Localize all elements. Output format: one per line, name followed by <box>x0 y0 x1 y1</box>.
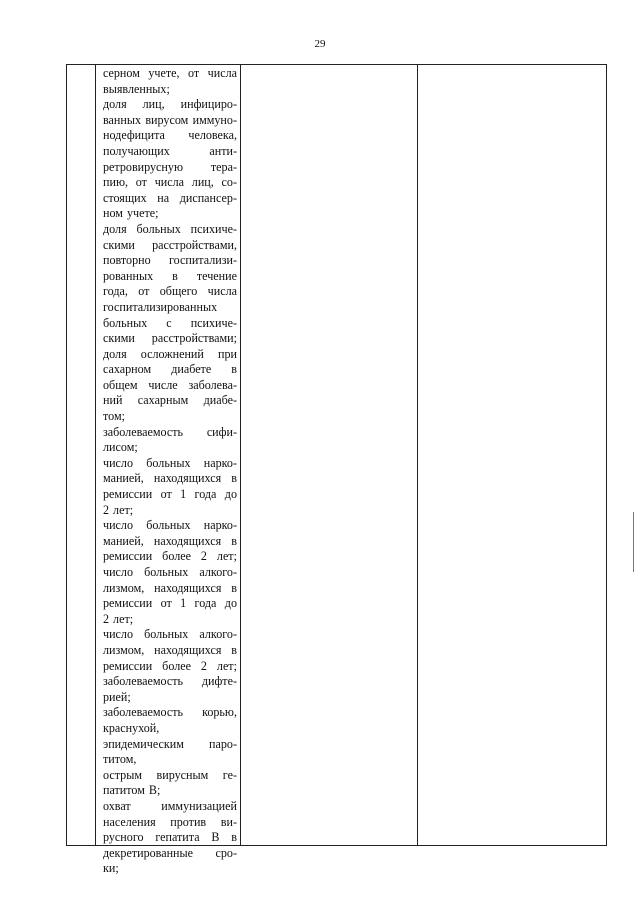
text-word: ремиссии <box>103 596 153 611</box>
text-word: получающих <box>103 143 170 158</box>
text-word: рованных <box>103 268 154 283</box>
text-word: от <box>135 175 147 190</box>
text-word: до <box>224 487 237 502</box>
text-word: числа <box>207 66 237 80</box>
text-word: госпитализированных <box>103 299 218 314</box>
text-word: лет; <box>113 502 134 517</box>
text-word: пию, <box>103 175 129 190</box>
text-line <box>103 705 237 721</box>
text-line <box>103 581 237 597</box>
text-word: доля <box>103 221 127 236</box>
text-word: ретровирусную <box>103 159 183 174</box>
text-word: сро- <box>215 845 237 860</box>
text-line <box>103 503 237 519</box>
text-line <box>103 643 237 659</box>
text-word: нодефицита <box>103 128 165 143</box>
text-word: ге- <box>222 767 237 782</box>
text-word: серном <box>103 66 140 80</box>
text-line <box>103 378 237 394</box>
text-line <box>103 347 237 363</box>
text-line <box>103 596 237 612</box>
text-line <box>103 66 237 82</box>
text-word: заболеваемость <box>103 705 184 720</box>
text-word: сахарном <box>103 362 152 377</box>
column-divider-2 <box>240 64 241 846</box>
text-word: скими <box>103 237 135 252</box>
text-word: от <box>160 487 172 502</box>
text-word: в <box>231 580 237 595</box>
text-word: года, <box>103 284 128 299</box>
text-word: в <box>231 533 237 548</box>
text-word: ки; <box>103 861 119 876</box>
text-word: сахарным <box>137 393 189 408</box>
text-word: года <box>194 487 217 502</box>
text-word: заболеваемость <box>103 424 184 439</box>
text-word: общем <box>103 377 138 392</box>
text-word: до <box>224 596 237 611</box>
text-word: заболеваемость <box>103 674 184 689</box>
text-line <box>103 393 237 409</box>
text-line <box>103 128 237 144</box>
text-word: повторно <box>103 253 151 268</box>
text-line <box>103 269 237 285</box>
text-word: краснухой, <box>103 720 160 735</box>
text-word: в <box>231 471 237 486</box>
text-word: доля <box>103 346 127 361</box>
text-word: года <box>194 596 217 611</box>
text-line <box>103 144 237 160</box>
text-line <box>103 690 237 706</box>
text-word: больных <box>146 455 191 470</box>
text-word: доля <box>103 97 127 112</box>
text-word: лет; <box>216 549 237 564</box>
text-word: находящихся <box>153 471 222 486</box>
text-word: ремиссии <box>103 487 153 502</box>
text-word: иммуно- <box>192 112 237 127</box>
text-word: со- <box>221 175 237 190</box>
text-line <box>103 175 237 191</box>
text-word: заболева- <box>188 377 237 392</box>
text-line <box>103 113 237 129</box>
text-line <box>103 518 237 534</box>
text-word: расстройствами; <box>151 331 237 346</box>
text-line <box>103 565 237 581</box>
text-line <box>103 238 237 254</box>
text-word: в <box>231 642 237 657</box>
text-line <box>103 97 237 113</box>
text-line <box>103 253 237 269</box>
text-word: эпидемическим <box>103 736 184 751</box>
text-word: в <box>172 268 178 283</box>
text-word: ном <box>103 206 123 221</box>
text-word: ний <box>103 393 123 408</box>
text-word: вирусным <box>156 767 209 782</box>
text-line <box>103 534 237 550</box>
text-word: от <box>138 284 150 299</box>
text-word: дифте- <box>201 674 237 689</box>
text-word: инфициро- <box>180 97 237 112</box>
text-word: лисом; <box>103 440 138 455</box>
text-line <box>103 861 237 877</box>
text-word: острым <box>103 767 142 782</box>
text-line <box>103 737 237 753</box>
table-right-border <box>606 64 607 846</box>
text-word: диспансер- <box>179 190 237 205</box>
text-word: психиче- <box>190 315 237 330</box>
text-word: находящихся <box>153 533 222 548</box>
page-number: 29 <box>314 38 326 50</box>
text-line <box>103 721 237 737</box>
text-word: населения <box>103 814 156 829</box>
text-word: ванных <box>103 112 142 127</box>
text-word: 2 <box>200 658 207 673</box>
text-word: нарко- <box>203 455 237 470</box>
text-line <box>103 82 237 98</box>
text-word: осложнений <box>140 346 204 361</box>
text-line <box>103 300 237 316</box>
text-word: числе <box>148 377 178 392</box>
text-word: расстройствами, <box>152 237 237 252</box>
text-line <box>103 222 237 238</box>
text-word: находящихся <box>154 642 222 657</box>
text-line <box>103 440 237 456</box>
text-word: том; <box>103 409 125 424</box>
text-word: ремиссии <box>103 658 153 673</box>
text-line <box>103 830 237 846</box>
text-word: число <box>103 455 134 470</box>
text-line <box>103 425 237 441</box>
text-word: общего <box>159 284 198 299</box>
text-word: числа <box>154 175 185 190</box>
text-word: охват <box>103 798 131 813</box>
text-line <box>103 659 237 675</box>
text-line <box>103 206 237 222</box>
text-word: выявленных; <box>103 81 170 96</box>
text-word: нарко- <box>203 518 237 533</box>
text-word: находящихся <box>154 580 222 595</box>
text-word: в <box>231 830 237 845</box>
text-word: декретированные <box>103 845 194 860</box>
text-word: больных <box>144 565 189 579</box>
scan-edge-mark <box>633 512 634 572</box>
table-top-border <box>66 64 607 65</box>
text-word: паро- <box>209 736 237 751</box>
text-word: лет; <box>216 658 237 673</box>
text-line <box>103 612 237 628</box>
text-word: диабе- <box>203 393 237 408</box>
text-word: 1 <box>180 487 187 502</box>
text-word: учете, <box>148 66 180 80</box>
text-word: 1 <box>180 596 187 611</box>
text-line <box>103 409 237 425</box>
text-word: В; <box>148 783 161 798</box>
text-line <box>103 456 237 472</box>
column-divider-1 <box>95 64 96 846</box>
text-word: учете; <box>126 206 159 221</box>
text-line <box>103 471 237 487</box>
text-word: 2 <box>103 502 110 517</box>
text-line <box>103 549 237 565</box>
text-word: гепатита <box>155 830 200 845</box>
text-word: более <box>162 549 191 564</box>
text-word: против <box>170 814 207 829</box>
text-word: число <box>103 518 134 533</box>
text-word: лиц, <box>191 175 214 190</box>
text-word: лет; <box>113 611 134 626</box>
text-word: анти- <box>209 143 237 158</box>
table-left-border <box>66 64 67 846</box>
text-word: психиче- <box>190 221 237 236</box>
text-word: на <box>157 190 170 205</box>
text-word: стоящих <box>103 190 147 205</box>
text-line <box>103 627 237 643</box>
text-word: манией, <box>103 533 144 548</box>
text-word: больных <box>144 627 189 642</box>
text-word: с <box>166 315 172 330</box>
column-divider-3 <box>417 64 418 846</box>
text-word: ремиссии <box>103 549 153 564</box>
text-word: госпитализи- <box>168 253 237 268</box>
text-word: более <box>162 658 191 673</box>
text-word: в <box>231 362 237 377</box>
text-line <box>103 362 237 378</box>
text-word: от <box>160 596 172 611</box>
text-word: патитом <box>103 783 145 798</box>
text-word: рией; <box>103 689 131 704</box>
text-word: вирусом <box>145 112 189 127</box>
text-word: течение <box>196 268 237 283</box>
text-word: лизмом, <box>103 580 145 595</box>
text-word: титом, <box>103 752 137 767</box>
text-word: иммунизацией <box>161 798 237 813</box>
text-line <box>103 846 237 862</box>
text-word: ви- <box>220 814 237 829</box>
text-line <box>103 191 237 207</box>
text-word: числа <box>207 284 237 299</box>
text-word: сифи- <box>206 424 237 439</box>
text-word: человека, <box>188 128 237 143</box>
text-line <box>103 768 237 784</box>
indicators-cell-text <box>103 66 237 877</box>
text-word: лиц, <box>142 97 165 112</box>
text-word: манией, <box>103 471 144 486</box>
text-line <box>103 316 237 332</box>
text-word: число <box>103 565 134 579</box>
text-word: алкого- <box>199 565 237 579</box>
text-word: скими <box>103 331 135 346</box>
text-line <box>103 799 237 815</box>
text-line <box>103 815 237 831</box>
text-word: больных <box>146 518 191 533</box>
text-word: при <box>218 346 237 361</box>
text-line <box>103 331 237 347</box>
text-word: 2 <box>103 611 110 626</box>
text-line <box>103 284 237 300</box>
text-word: русного <box>103 830 144 845</box>
text-word: больных <box>103 315 148 330</box>
text-line <box>103 674 237 690</box>
text-line <box>103 783 237 799</box>
text-word: тера- <box>210 159 237 174</box>
text-word: 2 <box>200 549 207 564</box>
text-line <box>103 160 237 176</box>
text-line <box>103 487 237 503</box>
text-word: алкого- <box>199 627 237 642</box>
text-word: лизмом, <box>103 642 145 657</box>
text-word: больных <box>136 221 181 236</box>
text-word: от <box>188 66 200 80</box>
text-word: диабете <box>171 362 212 377</box>
text-word: число <box>103 627 134 642</box>
text-word: корью, <box>202 705 237 720</box>
text-line <box>103 752 237 768</box>
text-word: В <box>211 830 220 845</box>
